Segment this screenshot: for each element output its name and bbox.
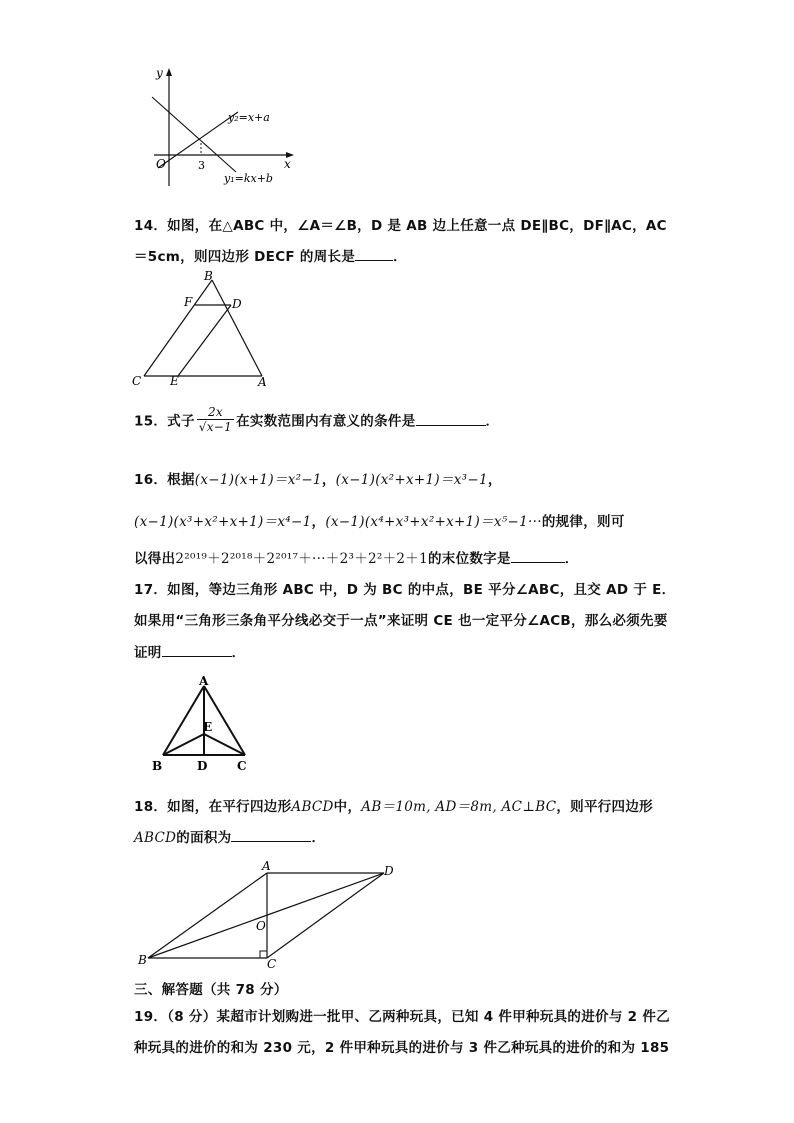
q15-prefix: 15．式子 bbox=[134, 413, 195, 430]
q18-abcd-2: ABCD bbox=[134, 830, 177, 846]
label-b: B bbox=[138, 953, 147, 967]
q17-line2: 如果用“三角形三条角平分线必交于一点”来证明 CE 也一定平分∠ACB，那么必须先要 bbox=[134, 613, 668, 629]
q14-text: ＝5cm，则四边形 DECF 的周长是 bbox=[134, 249, 356, 265]
q18-prefix: 18．如图，在平行四边形 bbox=[134, 799, 292, 815]
origin-label: O bbox=[156, 157, 166, 171]
y-axis-label: y bbox=[156, 66, 163, 80]
figure-17-triangle bbox=[146, 672, 258, 778]
q14-line1: 14．如图，在△ABC 中，∠A＝∠B，D 是 AB 边上任意一点 DE∥BC，DF∥AC，AC bbox=[134, 218, 667, 234]
q15-line bbox=[134, 405, 499, 434]
q16-prefix: 16．根据 bbox=[134, 472, 195, 488]
label-d: D bbox=[232, 297, 242, 311]
q16-formula-1: (x−1)(x+1)＝x²−1 bbox=[194, 472, 322, 488]
line1-label: y₂=x+a bbox=[228, 111, 270, 124]
q18-mid: 中， bbox=[333, 799, 362, 815]
label-a: A bbox=[262, 859, 271, 873]
figure-14-triangle bbox=[128, 268, 278, 393]
q16-end: ． bbox=[564, 551, 579, 567]
q19-line2: 种玩具的进价的和为 230 元，2 件甲种玩具的进价与 3 件乙种玩具的进价的和为 185 bbox=[134, 1040, 670, 1056]
figure-13-graph bbox=[140, 64, 300, 192]
q17-answer-blank[interactable] bbox=[162, 644, 232, 657]
q17-line1: 17．如图，等边三角形 ABC 中，D 为 BC 的中点，BE 平分∠ABC，且交 AD 于 E． bbox=[134, 582, 676, 598]
q16-formula-2: (x−1)(x²+x+1)＝x³−1 bbox=[335, 472, 488, 488]
q16-prefix-3: 以得出 bbox=[134, 551, 176, 567]
q16-sum-expression: 2²⁰¹⁹＋2²⁰¹⁸＋2²⁰¹⁷＋···＋2³＋2²＋2＋1 bbox=[175, 551, 428, 567]
q15-end: ． bbox=[485, 413, 500, 430]
figure-18-parallelogram bbox=[134, 858, 404, 970]
q17-end: ． bbox=[231, 645, 246, 661]
q16-suffix: 的规律，则可 bbox=[541, 514, 625, 530]
q19-line1: 19．（8 分）某超市计划购进一批甲、乙两种玩具，已知 4 件甲种玩具的进价与 2 件乙 bbox=[134, 1009, 670, 1025]
q16-sep-1: ， bbox=[321, 472, 336, 488]
q17-text: 证明 bbox=[134, 645, 162, 661]
q16-sep-3: ， bbox=[311, 514, 326, 530]
q15-answer-blank[interactable] bbox=[416, 413, 486, 426]
label-e: E bbox=[203, 720, 213, 734]
q16-line3 bbox=[134, 547, 579, 567]
q15-fraction bbox=[197, 405, 234, 434]
label-d: D bbox=[384, 864, 394, 878]
fraction-denominator: √x−1 bbox=[198, 420, 233, 434]
q18-conditions: AB＝10m, AD＝8m, AC⊥BC bbox=[361, 799, 557, 815]
q18-suffix: ，则平行四边形 bbox=[556, 799, 653, 815]
q16-formula-4: (x−1)(x⁴+x³+x²+x+1)＝x⁵−1··· bbox=[325, 514, 542, 530]
label-o: O bbox=[256, 919, 266, 933]
label-b: B bbox=[152, 759, 163, 773]
q16-sep-2: ， bbox=[487, 472, 502, 488]
q15-suffix: 在实数范围内有意义的条件是 bbox=[236, 413, 416, 430]
x-axis-label: x bbox=[284, 157, 291, 171]
fraction-numerator: 2x bbox=[197, 405, 234, 420]
label-c: C bbox=[267, 957, 277, 970]
q18-answer-blank[interactable] bbox=[231, 829, 311, 842]
section-3-title: 三、解答题（共 78 分） bbox=[134, 982, 288, 998]
q16-line2 bbox=[134, 510, 625, 530]
q18-abcd: ABCD bbox=[291, 799, 334, 815]
q18-end: ． bbox=[311, 830, 326, 846]
label-f: F bbox=[184, 295, 193, 309]
label-c: C bbox=[132, 374, 142, 388]
q14-end: ． bbox=[393, 249, 407, 265]
line2-label: y₁=kx+b bbox=[224, 172, 273, 185]
q18-line1 bbox=[134, 795, 653, 815]
label-e: E bbox=[170, 374, 179, 388]
q18-mid-2: 的面积为 bbox=[176, 830, 232, 846]
label-a: A bbox=[199, 674, 209, 688]
q16-line1 bbox=[134, 468, 502, 488]
label-b: B bbox=[204, 269, 213, 283]
label-d: D bbox=[197, 759, 208, 773]
q16-answer-blank[interactable] bbox=[511, 550, 565, 563]
label-c: C bbox=[237, 759, 247, 773]
tick-label: 3 bbox=[198, 159, 205, 172]
label-a: A bbox=[258, 375, 267, 389]
q16-formula-3: (x−1)(x³+x²+x+1)＝x⁴−1 bbox=[134, 514, 312, 530]
q14-line2 bbox=[134, 245, 407, 265]
q14-answer-blank[interactable] bbox=[355, 248, 393, 261]
q17-line3 bbox=[134, 641, 245, 661]
q16-suffix-3: 的末位数字是 bbox=[427, 551, 511, 567]
q18-line2 bbox=[134, 826, 325, 846]
